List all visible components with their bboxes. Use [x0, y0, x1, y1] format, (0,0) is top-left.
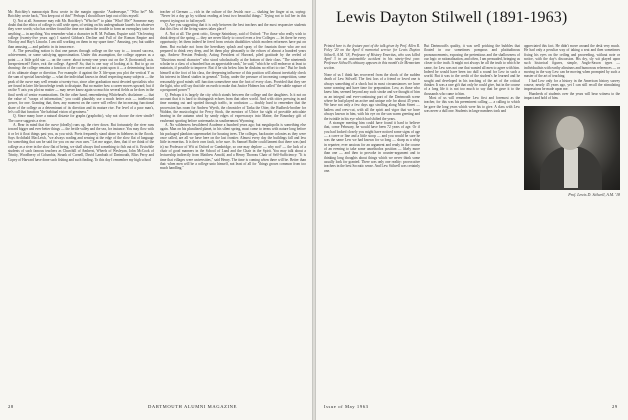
paragraph: Q. Not at all. Someone may edit Mr. Botchley's "Who he?" to plain "Who? Me?" Someone may doubt that the ethics of college is still wide open, of setting on his undergraduate laurels for whatever they were worth; who has neither found the time nor taken the trouble to form an exemplary taste for anything — in anything. You remember what a character in H. M. Pulham, Esquire said: "On leaving college (twenty-five years ago) I started Gibbon's Decline and Fall of the Roman Empire and Nicolay and Hay's Lincoln. I am still working on them in my spare time." Amusing, yes; but sadder than amusing — and pathetic in its innocence.: [8, 18, 154, 49]
photo-shirt: [564, 148, 578, 188]
right-column-3: [524, 44, 620, 197]
paragraph: But Dartmouth's quality, it was well pricking the bubbles that floated in our sometimes pompous and platitudinous pronouncements, exposing the pretentious and the shallowness of our logic or rationalization, and often, I am persuaded, bringing us closer to the truth. It might not always be all the truth to which he came, for Lew was not one that wanted all men to agree with him. Indeed he would have been too dull a round for Lew in such a world. But it was to the credit of the student's he learned and he sought and developed in his teaching of the art of the critical thinker. It was a rare gift that only he could give, but in the course of a long life it is not too much to say that he gave it to the thousands who came to him.: [424, 44, 520, 96]
right-column-2: [424, 44, 520, 114]
portrait-photo: [524, 106, 620, 190]
paragraph: None of us I think has recovered from the shock of the sudden death of Lew Stilwell. The first loss of a friend or loved one is always something of a shock but in most circumstances we have some warning and have time for preparation. Lew, as those who knew him, seemed beyond any such stroke and we thought of him as an integral and ever-continuing part of the Dartmouth scene where he had played an active and unique role for about 45 years. We have not only a few days ago strolling along Main Street — hatless and crew-cut, with all the spirit and vigor that we have always known in him, with his eye on the sun warm greeting and the twinkle in his eye which had shifted the years.: [324, 73, 420, 121]
paragraph: A. Not at all. The great critic, George Saintsbury, said of Oxford: "For those who really wish to drink deep of the spring — they are never likely to crowd even a few Colleges — let there be every opportunity; let them indeed be freed from certain disabilities which modern reformers have put on them. But exclude not from the hereditary splash and spray of the fountain those who are not prepared to drink very deep, and let them play pleasantly to the echoes of almost a hundred years ago, Andrew Preston Peabody, Acting President of Harvard, piled gratitude by the reeled of "illustrious moral character" who stood scholastically at the bottom of their class. "The nineteenth scholar in a class of a hundred has an appreciable rank," he said, "which he will endeavor at least to maintain, if possible to improve. But if he sits below him he disdains no effort to rise." But he finds himself at the foot of his class, the deepening influence of this position will almost inevitably check his interest in liberal studies in general." Today, under the pressure of increasing competition, some reasonably good minds will function somewhere near the foot of every class. Provided that they see the light, who will say that tide on earth to make that Justice Holmes has called "the subtle rapture of a postponed power"?: [160, 31, 306, 93]
paragraph: Q. Are you suggesting that it is only between the best teachers and the most responsive students that this flow of the living waters takes place?: [160, 23, 306, 32]
magazine-name: DARTMOUTH ALUMNI MAGAZINE: [148, 404, 237, 409]
right-page: [316, 0, 628, 420]
paragraph: appreciated this fact. He didn't move around the desk very much. He had only a peculiar way of taking a seat and then sometimes fixing his eyes on the ceiling and proceeding, without note or notice, with the day's discussion. His dry, sly wit played upon such historical figures, simple, Anglo-Saxon types — individualists with earthy altruisms and humorous references — or moving in the way Lew can be moving when prompted by such a master of the art of teaching.: [524, 44, 621, 79]
page-number: 29: [612, 404, 618, 409]
paragraph: A. No wilderness bewildered Academe a hundred years ago; but megalopolis is something else again. Man on his pluralized planet, in his silent spring, must come to terms with nature long before his packaged plankton supermarket for housing trees. The colleges, backwater colonies as they were once called, are all we have here on the last frontier. Almost every day the buildings fall and less little in emeritus. It is their own fault, to be sure. As Samuel Butler could lament that there was (and is) no Professor of Wit at Oxford or Cambridge, so one may deplore — why not? — the lack of a chair of good manners in the School of Land and the Chair in the Spirit. You may talk about a lectureship indirectly from Matthew Arnold, and a Henry Thoreau Chair of Self-Sufficiency: "It is time that villages were universities," said Henry. The time is coming when there will be. Better than that: when men will be a college unto himself, not least of all for "things grown common from too much handling.": [160, 122, 306, 171]
page-number: 28: [8, 404, 14, 409]
article-intro: Printed here is the feature part of the talk given by Prof. Allen R. Foley '20 on the April 6 memorial service for Lewis Dayton Stilwell, A.M. '18, Professor of History Emeritus, who was killed April 3 in an automobile accident in his ninety-first year. Professor Stilwell's obituary appears in this month's In Memoriam section.: [324, 44, 420, 70]
paragraph: teacher of German — rich in the culture of the Jewish race — shaking her finger at us, saying: "Never let a day go by without reading at least two beautiful things." Trying not to fail her in this respect trying not to fail myself.: [160, 10, 306, 23]
paragraph: Most of us will remember Lew first and foremost as the teacher, for this was his preeminent calling — a calling to which he gave the long years which were his to give. A class with Lew was never a dull one. Students in large numbers took and: [424, 96, 520, 114]
paragraph: Mr. Botchley's manuscripts Ross wrote in the margin opposite "Audenesque," "Who he?" Mr. Botchley wrote back, "You keep out of this!" Perhaps I should have kept out of this myself.: [8, 10, 154, 19]
paragraph: I had Lew only for a history in the American history survey course, nearly 45 years ago, yet I can still recall the stimulating impressions he made upon me.: [524, 78, 620, 92]
issue-date: Issue of May 1963: [324, 404, 369, 409]
photo-caption: Prof. Lewis D. Stilwell, A.M. '18: [568, 192, 620, 198]
article-title: Lewis Dayton Stilwell (1891-1963): [336, 9, 568, 26]
left-page: [0, 0, 312, 420]
paragraph: Q. Since many have a natural distaste for graphs (graphobic), why not choose the river simile? The curve suggests a river.: [8, 114, 154, 123]
paragraph: A stranger meeting him could have found it hard to believe that, come February, he would have been 72 years of age. Or if you had looked closely you might have noticed some signs of age — a carve or line and a little stoop — and you would be sure he was the same Lew we had known for so long — sharp as a whip in repartee, ever anxious for an argument and ready in the course of an evening to take some unorthodox position — likely more than one — and then to provoke in counter-argument and to thinking long thoughts about things which we never think some usually look for granted. There was only one reality: provocative teachers in the best Socratic sense. And Lew Stilwell was certainly one.: [324, 120, 420, 173]
left-column-2: [160, 10, 306, 171]
right-column-1: [324, 44, 420, 173]
photo-head: [556, 116, 584, 150]
paragraph: A. Bear in mind that the curve (ideally) runs up, the river down. But fortunately the river runs toward bigger and ever better things — the fertile valley and the sea, for instance. You may flow with it or let it float things past you, as you wish. Poets frequently stand alone in fidelness in the floods. Says Archibald MacLeish, "we always wading and sensing at the edge of the slow flat of language for something that can be said for you on our own uses." Let me argue, then, that if we think of the college as a river in the slow flat of being, we shall always find something to fish out of it. Erstwhile students of such famous teachers as Churchill of Amherst, Wheels of Wesleyan, John McCook of Trinity, Woodberry of Columbia, Strunk of Cornell, David Lambuth of Dartmouth, Bliss Perry and Copey of Harvard have done such fishing and such finding. To this day I remember my high school: [8, 122, 154, 162]
paragraph: Q. Perhaps it is largely the city which stands between the college and the daughters. Is it not on account that it is hard to distinguish echoes from that other world. And with cities pressing in and time running out and spotted through traffic, in confusion — doubly hard to remember that the procession has room for Andrew Wyeth, the chronicler of Tarka the Otter, the Rudbeck-brother for Waldon, the musicologist for Percy Stock, the mentors of Ulrice far sight of provable articulate hearing in the autumn wind by sandy edges of expressways into Maine, the Boundary gift of exuberant sporting before watermarks in southernmost Wyoming.: [160, 92, 306, 123]
paragraph: Hundreds of students over the years will bear witness to the impact and hold of him.: [524, 91, 620, 101]
paragraph: A. The prevailing notion is that one passes through college on the way to — toward success, achievement, or some satisfying approximation. Under this assumption, the college appears as a point — a little gold star — on the curve: about twenty-one years out on the X (horizontal) axis. Inexperienced? Enter, exit the college. Agreed? So, that is one way of looking at it. But to go on drawing: the college remains a function of the curve and not a point upon it — a determining factor of its ultimate shape or direction. For example: if against the X life-span you plot the vertical Y as the sum of special knowledge — what the individual knows in detail respecting many subjects — the peak of the curve may well remain a twenty-two, since after graduation most devoted specialists who are found in later life knowledge tends to dissipate. But no matter how a career moves upward; but if on the Y axis you plot no matter — may never know again so much in several fields as he does in the final week of senior examinations. On the other hand, remembering Whitehead's disclaimer — that the value of "scraps of information," you could plausibly use a much better axis — intellectual power, for one. Granting that, then, any moment on the curve will reflect the increasing functional share of the college as a determinant of its direction and its mature rise. For level of a poor man's, let's call that function "the habitual vision of greatness.": [8, 49, 154, 114]
left-column-1: [8, 10, 154, 162]
